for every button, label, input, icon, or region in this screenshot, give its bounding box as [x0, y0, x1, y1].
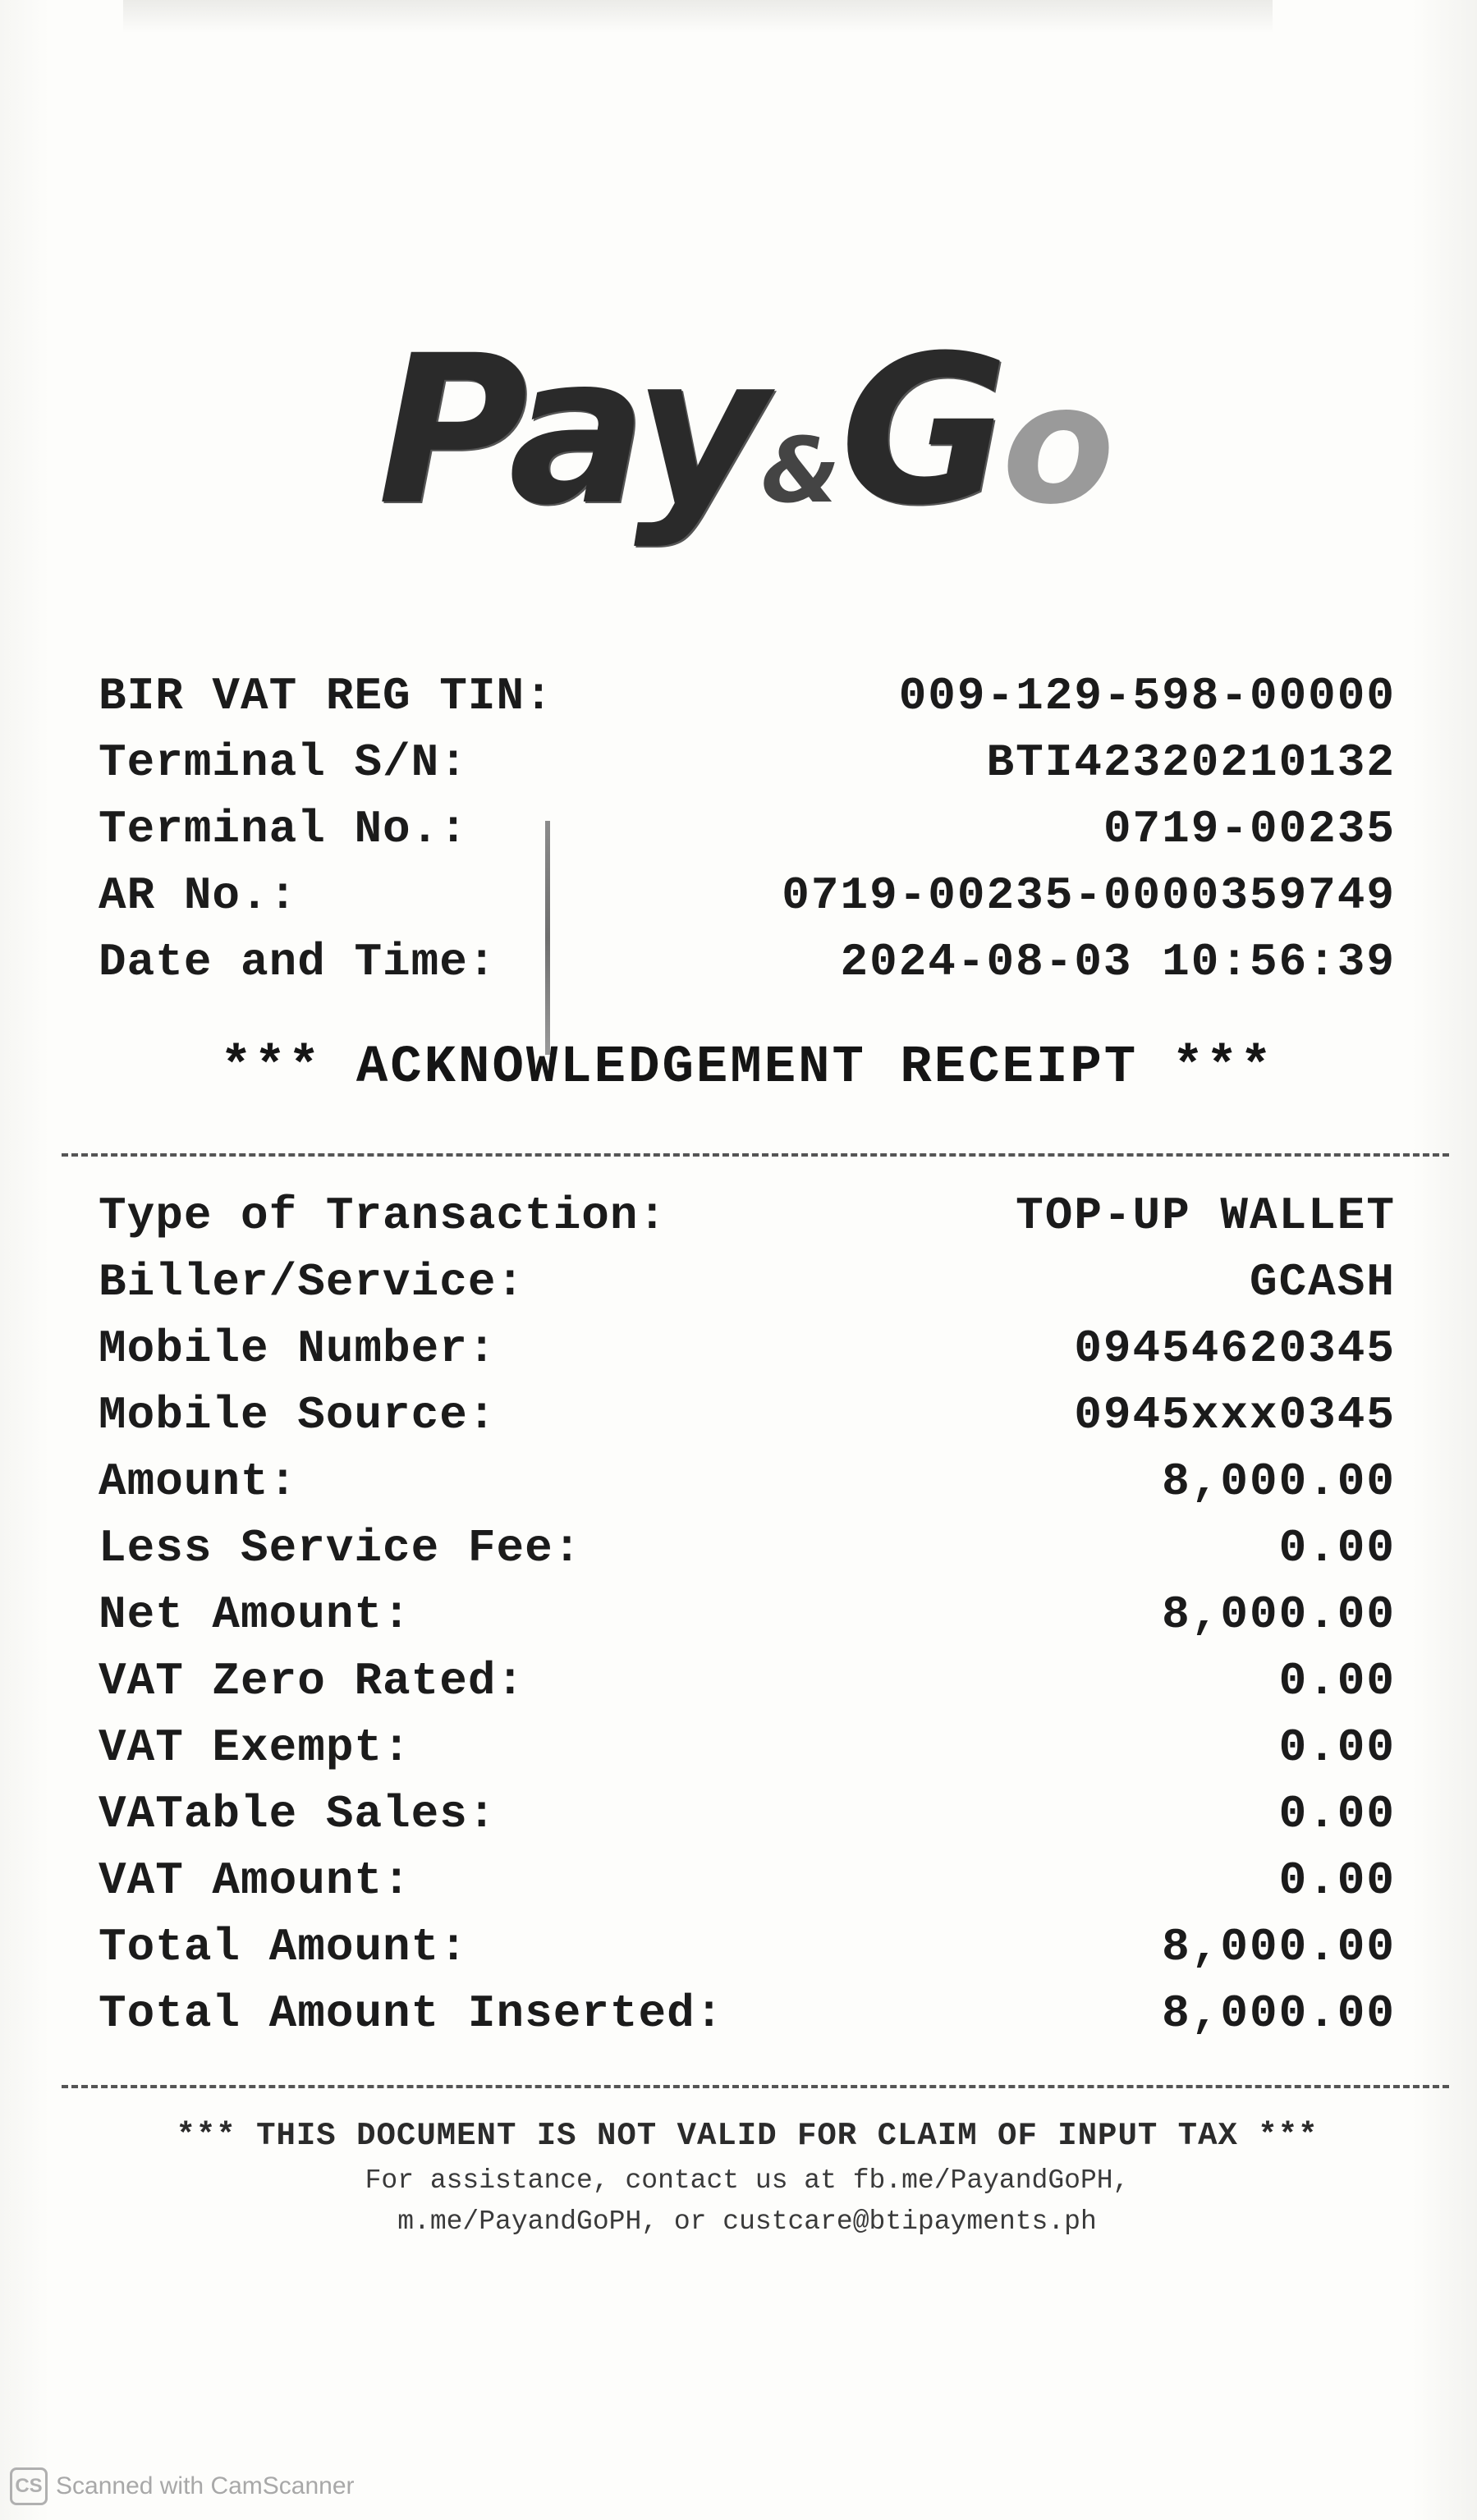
- mobile-number-label: Mobile Number:: [99, 1322, 497, 1375]
- service-fee-label: Less Service Fee:: [99, 1522, 582, 1574]
- date-time-label: Date and Time:: [99, 936, 497, 988]
- total-amount-label: Total Amount:: [99, 1921, 468, 1973]
- tin-label: BIR VAT REG TIN:: [99, 670, 553, 722]
- net-amount-label: Net Amount:: [99, 1588, 411, 1641]
- logo-o: o: [1002, 350, 1115, 541]
- assistance-line-2: m.me/PayandGoPH, or custcare@btipayments.ph: [397, 2206, 1097, 2237]
- vat-exempt-label: VAT Exempt:: [99, 1721, 411, 1774]
- detail-row-service-fee: [99, 1515, 1396, 1582]
- detail-row-vat-zero-rated: [99, 1648, 1396, 1715]
- logo-pay: Pay: [378, 311, 762, 550]
- receipt-footer: [49, 2111, 1445, 2243]
- camscanner-watermark: [10, 2467, 355, 2505]
- vat-zero-rated-value: 0.00: [1278, 1655, 1396, 1707]
- date-time-value: 2024-08-03 10:56:39: [840, 936, 1396, 988]
- vat-amount-label: VAT Amount:: [99, 1854, 411, 1907]
- paper-shadow: [123, 0, 1273, 33]
- transaction-type-label: Type of Transaction:: [99, 1189, 667, 1242]
- vat-amount-value: 0.00: [1278, 1854, 1396, 1907]
- total-amount-value: 8,000.00: [1162, 1921, 1396, 1973]
- amount-label: Amount:: [99, 1455, 298, 1508]
- total-inserted-label: Total Amount Inserted:: [99, 1987, 724, 2040]
- detail-row-mobile-number: [99, 1316, 1396, 1382]
- service-fee-value: 0.00: [1278, 1522, 1396, 1574]
- pen-mark: [545, 821, 550, 1055]
- detail-row-biller: [99, 1249, 1396, 1316]
- detail-row-transaction-type: [99, 1183, 1396, 1249]
- mobile-source-label: Mobile Source:: [99, 1389, 497, 1441]
- vat-zero-rated-label: VAT Zero Rated:: [99, 1655, 525, 1707]
- detail-row-vat-amount: [99, 1848, 1396, 1914]
- terminal-no-value: 0719-00235: [1103, 803, 1396, 855]
- mobile-source-value: 0945xxx0345: [1074, 1389, 1396, 1441]
- detail-row-total-amount: [99, 1914, 1396, 1981]
- watermark-text: Scanned with CamScanner: [56, 2472, 355, 2499]
- bottom-divider: [62, 2085, 1449, 2088]
- detail-row-total-inserted: [99, 1981, 1396, 2047]
- vatable-sales-label: VATable Sales:: [99, 1788, 497, 1840]
- camscanner-icon: CS: [10, 2467, 48, 2505]
- transaction-type-value: TOP-UP WALLET: [1016, 1189, 1396, 1242]
- header-row-tin: [99, 663, 1396, 730]
- ar-no-label: AR No.:: [99, 869, 298, 922]
- transaction-details: [99, 1183, 1396, 2047]
- biller-value: GCASH: [1249, 1256, 1396, 1308]
- tax-notice: *** THIS DOCUMENT IS NOT VALID FOR CLAIM OF INPUT TAX ***: [176, 2118, 1319, 2154]
- payandgo-logo: [378, 311, 1117, 570]
- vatable-sales-value: 0.00: [1278, 1788, 1396, 1840]
- amount-value: 8,000.00: [1162, 1455, 1396, 1508]
- terminal-sn-value: BTI42320210132: [986, 736, 1396, 789]
- detail-row-vat-exempt: [99, 1715, 1396, 1781]
- detail-row-mobile-source: [99, 1382, 1396, 1449]
- logo-amp: &: [761, 418, 841, 523]
- logo-g: G: [840, 311, 1002, 550]
- top-divider: [62, 1153, 1449, 1157]
- header-row-terminal-sn: [99, 730, 1396, 796]
- net-amount-value: 8,000.00: [1162, 1588, 1396, 1641]
- detail-row-amount: [99, 1449, 1396, 1515]
- header-row-ar-no: [99, 863, 1396, 929]
- header-info: [99, 663, 1396, 996]
- ar-no-value: 0719-00235-0000359749: [782, 869, 1396, 922]
- detail-row-net-amount: [99, 1582, 1396, 1648]
- assistance-line-1: For assistance, contact us at fb.me/PayandGoPH,: [365, 2165, 1130, 2196]
- total-inserted-value: 8,000.00: [1162, 1987, 1396, 2040]
- receipt-title: *** ACKNOWLEDGEMENT RECEIPT ***: [220, 1038, 1274, 1097]
- mobile-number-value: 09454620345: [1074, 1322, 1396, 1375]
- tin-value: 009-129-598-00000: [898, 670, 1396, 722]
- biller-label: Biller/Service:: [99, 1256, 525, 1308]
- vat-exempt-value: 0.00: [1278, 1721, 1396, 1774]
- header-row-date-time: [99, 929, 1396, 996]
- terminal-sn-label: Terminal S/N:: [99, 736, 468, 789]
- detail-row-vatable-sales: [99, 1781, 1396, 1848]
- terminal-no-label: Terminal No.:: [99, 803, 468, 855]
- header-row-terminal-no: [99, 796, 1396, 863]
